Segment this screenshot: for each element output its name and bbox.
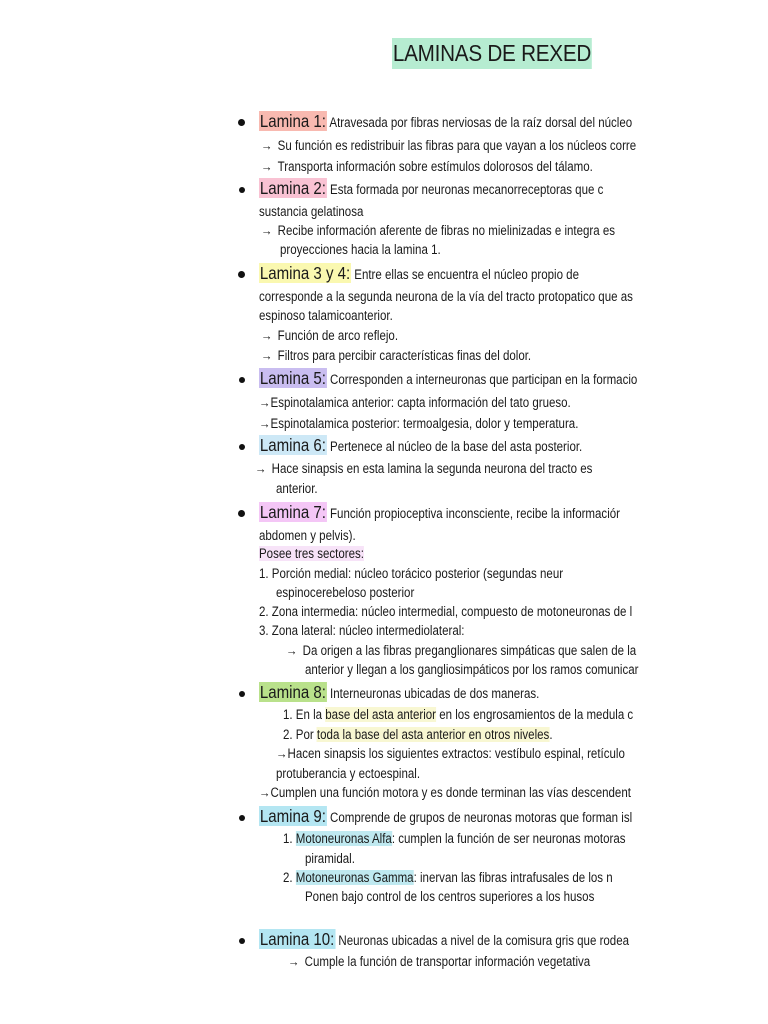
lamina-7-item-1-cont: espinocerebeloso posterior	[276, 585, 415, 600]
lamina-7-heading	[259, 504, 620, 522]
bullet	[239, 187, 245, 193]
lamina-8-heading	[259, 684, 539, 702]
lamina-7-arrow-1: → Da origen a las fibras preganglionares simpáticas que salen de la	[286, 643, 637, 658]
lamina-10-arrow-1: → Cumple la función de transportar información vegetativa	[288, 954, 591, 969]
bullet	[238, 510, 245, 517]
lamina-9-item-2: 2. Motoneuronas Gamma: inervan las fibras intrafusales de los n	[283, 870, 613, 885]
lamina-7-item-3: 3. Zona lateral: núcleo intermediolateral:	[259, 623, 465, 638]
lamina-8-item-1: 1. En la base del asta anterior en los engrosamientos de la medula c	[283, 707, 634, 722]
lamina-9-item-1-cont: piramidal.	[305, 851, 355, 866]
lamina-3-4-cont-2: espinoso talamicoanterior.	[259, 308, 393, 323]
lamina-5-text: Corresponden a interneuronas que participan en la formacio	[326, 372, 638, 387]
lamina-7-cont: abdomen y pelvis).	[259, 528, 356, 543]
lamina-9-label: Lamina 9:	[259, 806, 326, 826]
lamina-1-label: Lamina 1:	[259, 111, 326, 131]
lamina-9-item-1: 1. Motoneuronas Alfa: cumplen la función de ser neuronas motoras	[283, 831, 626, 846]
lamina-7-sectors: Posee tres sectores:	[259, 546, 364, 561]
lamina-6-text: Pertenece al núcleo de la base del asta posterior.	[326, 439, 583, 454]
lamina-5-arrow-2: →Espinotalamica posterior: termoalgesia, dolor y temperatura.	[259, 416, 579, 431]
lamina-5-arrow-1: →Espinotalamica anterior: capta información del tato grueso.	[259, 395, 571, 410]
lamina-1-heading	[259, 113, 632, 131]
page-title: LAMINAS DE REXED	[392, 38, 592, 69]
lamina-6-heading	[259, 437, 582, 455]
lamina-3-4-arrow-1: → Función de arco reflejo.	[261, 328, 399, 343]
bullet	[239, 938, 245, 944]
lamina-7-item-2: 2. Zona intermedia: núcleo intermedial, compuesto de motoneuronas de l	[259, 604, 633, 619]
lamina-3-4-text: Entre ellas se encuentra el núcleo propio de	[351, 267, 579, 282]
lamina-2-heading	[259, 180, 603, 198]
lamina-3-4-heading	[259, 265, 579, 283]
lamina-1-arrow-2: → Transporta información sobre estímulos dolorosos del tálamo.	[261, 159, 593, 174]
lamina-6-arrow-1: → Hace sinapsis en esta lamina la segunda neurona del tracto es	[255, 461, 593, 476]
lamina-2-label: Lamina 2:	[259, 178, 326, 198]
bullet	[238, 271, 245, 278]
lamina-8-item-2: 2. Por toda la base del asta anterior en otros niveles.	[283, 727, 553, 742]
lamina-2-cont: sustancia gelatinosa	[259, 204, 364, 219]
bullet	[239, 691, 245, 697]
lamina-8-arrow-2: →Cumplen una función motora y es donde terminan las vías descendent	[259, 785, 631, 800]
lamina-2-text: Esta formada por neuronas mecanorreceptoras que c	[326, 182, 604, 197]
lamina-3-4-arrow-2: → Filtros para percibir características finas del dolor.	[261, 348, 532, 363]
lamina-6-label: Lamina 6:	[259, 435, 326, 455]
lamina-8-arrow-1: →Hacen sinapsis los siguientes extractos: vestíbulo espinal, retículo	[276, 746, 625, 761]
lamina-9-heading	[259, 808, 632, 826]
lamina-1-arrow-1: → Su función es redistribuir las fibras para que vayan a los núcleos corre	[261, 138, 637, 153]
lamina-6-arrow-1-cont: anterior.	[276, 481, 318, 496]
lamina-2-arrow-1: → Recibe información aferente de fibras no mielinizadas e integra es	[261, 223, 616, 238]
lamina-10-label: Lamina 10:	[259, 929, 335, 949]
lamina-7-label: Lamina 7:	[259, 502, 326, 522]
lamina-2-arrow-1-cont: proyecciones hacia la lamina 1.	[280, 242, 441, 257]
bullet	[238, 119, 245, 126]
lamina-10-heading	[259, 931, 629, 949]
bullet	[239, 377, 245, 383]
lamina-8-text: Interneuronas ubicadas de dos maneras.	[326, 686, 540, 701]
lamina-5-heading	[259, 370, 637, 388]
lamina-7-item-1: 1. Porción medial: núcleo torácico posterior (segundas neur	[259, 566, 564, 581]
bullet	[239, 444, 245, 450]
lamina-3-4-label: Lamina 3 y 4:	[259, 263, 351, 283]
lamina-9-item-2-cont: Ponen bajo control de los centros superiores a los husos	[305, 889, 595, 904]
lamina-1-text: Atravesada por fibras nerviosas de la raíz dorsal del núcleo	[326, 115, 633, 130]
lamina-7-arrow-1-cont: anterior y llegan a los gangliosimpáticos por los ramos comunicar	[305, 662, 639, 677]
lamina-3-4-cont-1: corresponde a la segunda neurona de la vía del tracto protopatico que as	[259, 289, 633, 304]
lamina-7-text: Función propioceptiva inconsciente, recibe la informaciór	[326, 506, 620, 521]
lamina-8-label: Lamina 8:	[259, 682, 326, 702]
lamina-10-text: Neuronas ubicadas a nivel de la comisura gris que rodea	[335, 933, 630, 948]
lamina-5-label: Lamina 5:	[259, 368, 326, 388]
lamina-9-text: Comprende de grupos de neuronas motoras que forman isl	[326, 810, 633, 825]
bullet	[239, 815, 245, 821]
lamina-8-arrow-1-cont: protuberancia y ectoespinal.	[276, 766, 421, 781]
